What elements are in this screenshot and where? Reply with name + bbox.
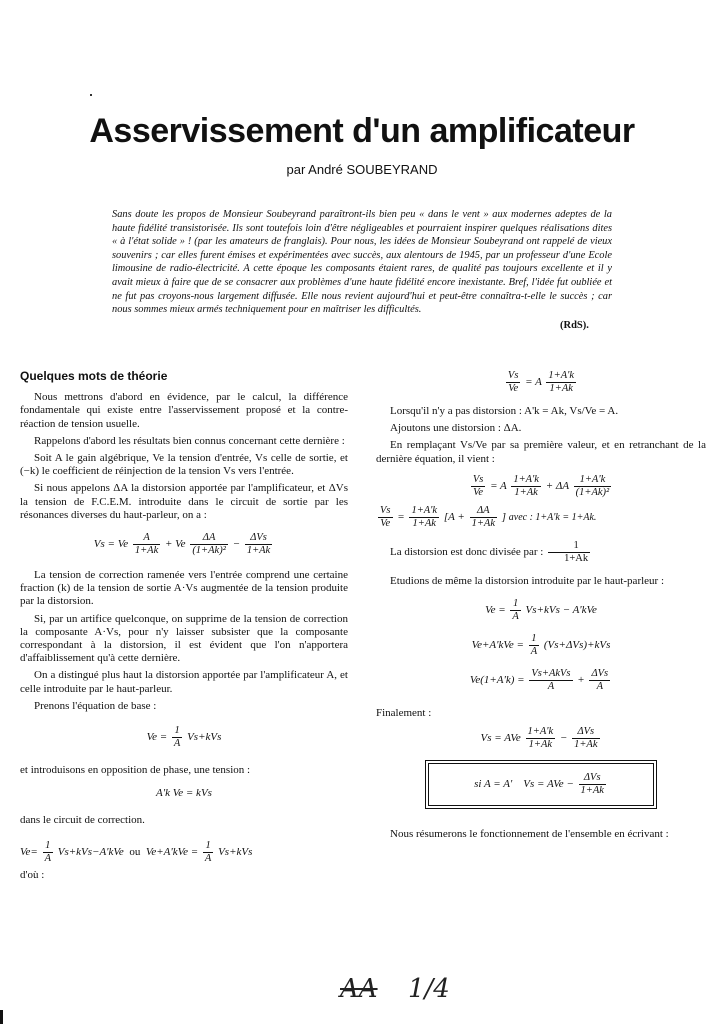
handwritten-mark: AA	[340, 974, 378, 1004]
intro-signature: (RdS).	[560, 320, 589, 331]
denominator: A	[596, 681, 604, 693]
eq-term: Vs = AVe	[480, 732, 521, 745]
equation	[376, 474, 706, 499]
denominator: Ve	[380, 517, 391, 529]
numerator: ΔA	[470, 505, 497, 518]
denominator: (1+Ak)²	[575, 486, 610, 498]
equation	[376, 633, 706, 658]
article-intro: Sans doute les propos de Monsieur Soubeyrand paraîtront-ils bien peu « dans le vent » aux modernes adeptes de la haute fidélité transistorisée. Ils sont toutefois loin d'être négligeables et pourraient inspirer quelques réalisations dites « à l'état solide » ! (par les amateurs de franglais). Pour nous, les idées de Monsieur Soubeyrand ont rappelé de vieux souvenirs ; car elles furent émises et expérimentées avec succès, aux alentours de 1945, par un professeur d'une Ecole limousine de radio-électricité. A cette époque les composants étaient rares, de qualité pas toujours excellente et il y avait mieux à faire que de se consacrer aux problèmes d'une haute fidélité encore inexistante. Bref, l'idée fut oubliée et ne fut pas croyons-nous largement diffusée. Elle nous revient aujourd'hui et peut-être connaîtra-t-elle le succès ; car nous sommes mieux armés techniquement pour en maîtriser les difficultés.	[112, 209, 612, 316]
numerator: 1+A'k	[411, 504, 438, 516]
denominator: 1+Ak	[134, 545, 159, 557]
paragraph: Nous mettrons d'abord en évidence, par le calcul, la différence fondamentale qui existe entre l'asservissement proposé et la contre-réaction de tension usuelle.	[20, 391, 348, 430]
denominator: A	[204, 852, 212, 864]
eq-term: ou	[129, 845, 141, 858]
eq-term: + Ve	[165, 538, 186, 551]
numerator: ΔVs	[245, 532, 272, 545]
denominator: 1+Ak	[549, 383, 573, 394]
paragraph-text: La distorsion est donc divisée par :	[390, 545, 544, 558]
denominator: A	[512, 611, 519, 623]
paragraph: dans le circuit de correction.	[20, 814, 145, 827]
eq-term: avec : 1+A'k = 1+Ak.	[508, 511, 597, 523]
handwritten-page-number: 1/4	[408, 974, 450, 1004]
eq-term: +	[577, 674, 585, 687]
numerator: 1	[203, 840, 213, 853]
numerator: 1+A'k	[527, 726, 554, 738]
denominator: A	[530, 646, 538, 658]
paragraph: On a distingué plus haut la distorsion apportée par l'amplificateur A, et celle introduite par le haut-parleur.	[20, 669, 348, 695]
eq-term: Vs+kVs	[218, 845, 253, 858]
article-title: Asservissement d'un amplificateur	[89, 112, 635, 150]
equation	[20, 840, 348, 865]
eq-term: Ve(1+A'k) =	[469, 674, 525, 687]
paragraph: Soit A le gain algébrique, Ve la tension d'entrée, Vs celle de sortie, et (−k) le coefficient de réinjection de la tension Vs vers l'entrée.	[20, 452, 348, 478]
eq-term: Ve=	[20, 845, 38, 858]
numerator: A	[133, 532, 160, 545]
equation	[376, 505, 706, 530]
equation	[376, 598, 706, 623]
denominator: A	[547, 681, 555, 693]
paragraph	[376, 540, 706, 565]
numerator: Vs	[507, 370, 519, 381]
fraction	[133, 532, 160, 557]
numerator: ΔA	[190, 532, 228, 545]
numerator: 1+A'k	[548, 370, 575, 381]
eq-term: Vs = Ve	[93, 538, 129, 551]
numerator: ΔVs	[591, 668, 609, 680]
eq-term: si A = A'	[474, 778, 513, 791]
paragraph: Prenons l'équation de base :	[34, 699, 157, 712]
fraction	[589, 668, 610, 693]
eq-term: ]	[501, 510, 507, 523]
fraction	[572, 726, 599, 751]
paragraph: Ajoutons une distorsion : ΔA.	[390, 422, 522, 435]
article-byline: par André SOUBEYRAND	[286, 162, 438, 177]
paragraph: En remplaçant Vs/Ve par sa première valeur, et en retranchant de la dernière équation, il vient :	[376, 439, 706, 465]
right-column	[376, 370, 706, 845]
numerator: 1	[172, 725, 182, 738]
fraction	[506, 370, 521, 395]
section-heading: Quelques mots de théorie	[20, 369, 168, 383]
denominator: Ve	[508, 383, 519, 394]
denominator: 1+Ak	[564, 552, 589, 564]
numerator: 1	[43, 840, 53, 853]
eq-term: (Vs+ΔVs)+kVs	[543, 639, 611, 652]
numerator: ΔVs	[579, 772, 606, 785]
numerator: Vs+AkVs	[531, 668, 571, 680]
eq-term: Ve =	[146, 731, 168, 744]
eq-term: −	[232, 538, 241, 551]
equation: A'k Ve = kVs	[156, 787, 212, 800]
eq-term: Ve+A'kVe =	[471, 639, 524, 652]
eq-term: Vs = AVe −	[523, 778, 574, 791]
fraction	[43, 840, 53, 865]
denominator: 1+Ak	[412, 517, 436, 529]
fraction	[409, 505, 439, 530]
paragraph: et introduisons en opposition de phase, une tension :	[20, 764, 251, 777]
eq-term: −	[559, 732, 568, 745]
stray-dot	[90, 94, 92, 96]
denominator: A	[44, 852, 51, 864]
eq-term: Vs+kVs − A'kVe	[525, 604, 597, 617]
paragraph: Rappelons d'abord les résultats bien connus concernant cette dernière :	[34, 434, 345, 447]
eq-term: =	[397, 510, 405, 523]
paragraph: Si, par un artifice quelconque, on supprime de la tension de correction la composante A·Vs, pour n'y laisser subsister que la composante correspondant à la distorsion, il est évident que l'on n'apportera d'affaiblissement qu'à cette dernière.	[20, 612, 348, 665]
fraction	[526, 726, 556, 751]
eq-term: [A +	[443, 510, 465, 523]
fraction	[172, 725, 182, 750]
eq-term: Vs+kVs−A'kVe	[57, 845, 124, 858]
denominator: (1+Ak)²	[192, 545, 226, 557]
fraction	[471, 474, 486, 499]
paragraph: d'où :	[20, 868, 45, 881]
fraction	[529, 668, 572, 693]
denominator: 1+Ak	[471, 517, 495, 529]
boxed-result	[428, 763, 654, 806]
denominator: Ve	[473, 486, 484, 498]
fraction	[245, 532, 272, 557]
fraction	[546, 370, 576, 395]
paragraph: Etudions de même la distorsion introduite par le haut-parleur :	[390, 574, 665, 587]
denominator: A	[173, 738, 181, 750]
eq-term: + ΔA	[545, 479, 569, 492]
paragraph: Finalement :	[376, 707, 432, 720]
eq-term: Vs+kVs	[187, 731, 222, 744]
fraction	[378, 505, 393, 530]
equation	[20, 532, 348, 557]
equation	[20, 725, 348, 750]
denominator: 1+Ak	[246, 545, 271, 557]
numerator: ΔVs	[572, 726, 599, 739]
eq-term: = A	[490, 479, 507, 492]
numerator: 1	[510, 598, 520, 611]
fraction	[470, 505, 497, 530]
fraction	[511, 474, 541, 499]
fraction	[203, 840, 213, 865]
equation	[376, 668, 706, 693]
denominator: 1+Ak	[528, 739, 553, 751]
equation	[376, 370, 706, 395]
numerator: 1	[529, 633, 539, 646]
paragraph: La tension de correction ramenée vers l'entrée comprend une certaine fraction (k) de la tension de sortie A·Vs augmentée de la tension produite par la distorsion.	[20, 569, 348, 608]
paragraph: Si nous appelons ΔA la distorsion apportée par l'amplificateur, et ΔVs la tension de F.C.E.M. introduite dans le circuit de sortie par les résonances diverses du haut-parleur, on a :	[20, 482, 348, 521]
numerator: 1+A'k	[513, 473, 539, 485]
fraction	[548, 540, 590, 565]
left-column	[20, 370, 348, 886]
numerator: Vs	[380, 504, 391, 516]
fraction	[574, 474, 612, 499]
paragraph: Lorsqu'il n'y a pas distorsion : A'k = Ak, Vs/Ve = A.	[390, 405, 619, 417]
paragraph: Nous résumerons le fonctionnement de l'ensemble en écrivant :	[390, 828, 669, 841]
eq-term: = A	[525, 376, 542, 389]
eq-term: Ve+A'kVe =	[145, 845, 199, 858]
eq-term: Ve =	[485, 604, 506, 617]
scan-edge-mark	[0, 1010, 3, 1024]
fraction	[579, 772, 606, 797]
fraction	[190, 532, 228, 557]
fraction	[529, 633, 539, 658]
fraction	[510, 598, 520, 623]
equation	[376, 726, 706, 751]
denominator: 1+Ak	[574, 739, 598, 751]
numerator: 1	[548, 540, 590, 553]
denominator: 1+Ak	[580, 785, 604, 797]
numerator: 1+A'k	[574, 474, 612, 487]
numerator: Vs	[472, 473, 484, 485]
denominator: 1+Ak	[514, 486, 538, 498]
